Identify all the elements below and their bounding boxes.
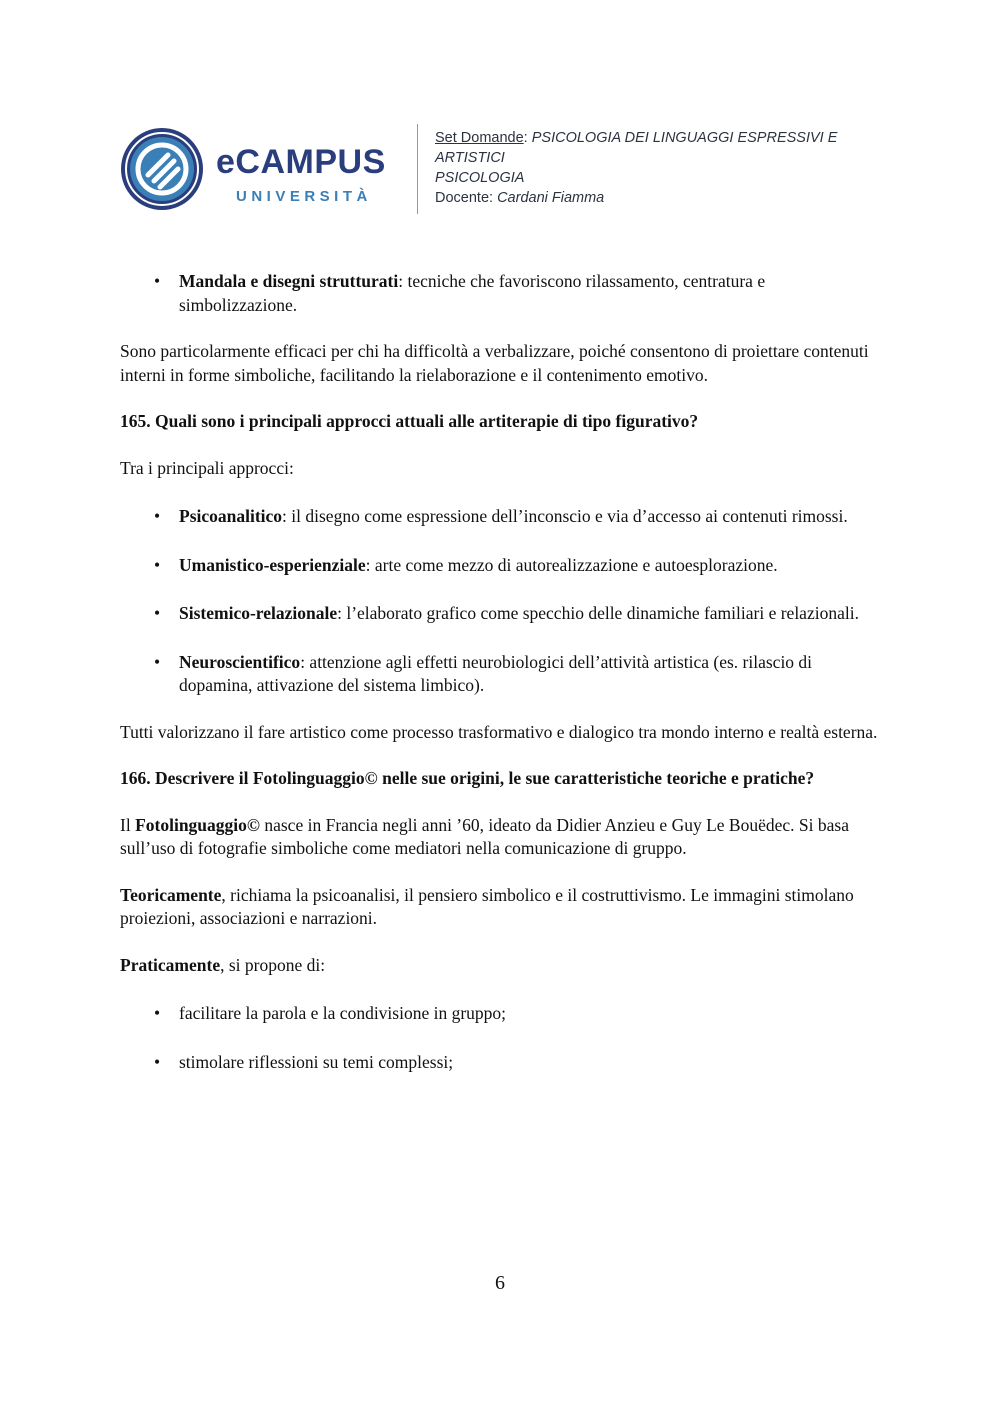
list-item: • stimolare riflessioni su temi complessi; [120,1051,885,1075]
docente-value: Cardani Fiamma [497,190,605,206]
ecampus-logo-icon [120,127,204,211]
text: nasce in Francia negli anni ’60, ideato da Didier Anzieu e Guy Le Bouëdec. Si basa sull’uso di fotografie simboliche come mediatori nella comunicazione di gruppo. [120,814,849,858]
paragraph: Sono particolarmente efficaci per chi ha difficoltà a verbalizzare, poiché consentono di proiettare contenuti interni in forme simboliche, facilitando la rielaborazione e il contenimento emotivo. [120,341,869,385]
list-item-term: Mandala e disegni strutturati [179,271,399,291]
list-item [120,602,885,626]
question-heading: 166. Descrivere il Fotolinguaggio© nelle sue origini, le sue caratteristiche teoriche e pratiche? [120,768,815,788]
list-item-term: Sistemico-relazionale [179,603,338,623]
list-item-term: Psicoanalitico [179,506,283,526]
set-domande-value: PSICOLOGIA DEI LINGUAGGI ESPRESSIVI E ARTISTICI [435,130,838,166]
course-info [435,128,885,208]
set-domande-colon: : [523,130,532,146]
term: Praticamente [120,954,221,975]
list-item [120,651,885,698]
list-item-text: : tecniche che favoriscono rilassamento, centratura e simbolizzazione. [179,271,766,315]
list-item-term: Neuroscientifico [179,651,301,672]
term: Teoricamente [120,884,222,905]
list-item [120,270,885,317]
list-item [120,505,885,529]
docente-line [435,188,885,208]
question-heading: 165. Quali sono i principali approcci attuali alle artiterapie di tipo figurativo? [120,411,699,431]
page-number: 6 [495,1272,505,1294]
header-divider [417,124,418,214]
text: Il [120,814,136,835]
paragraph [120,884,885,931]
text: , si propone di: [220,954,326,975]
list-item-text: : il disegno come espressione dell’inconscio e via d’accesso ai contenuti rimossi. [282,506,848,526]
docente-label: Docente: [435,190,498,206]
subject-line: PSICOLOGIA [435,170,525,186]
list-item-text: : attenzione agli effetti neurobiologici dell’attività artistica (es. rilascio di dopamina, attivazione del sistema limbico). [179,651,813,695]
paragraph: Tra i principali approcci: [120,457,294,478]
page-body [120,270,885,1074]
term: Fotolinguaggio© [135,814,260,835]
paragraph [120,954,885,978]
brand-logotype [216,144,436,214]
set-domande-line [435,128,885,168]
list-item-text: : arte come mezzo di autorealizzazione e autoesplorazione. [365,554,778,575]
set-domande-label: Set Domande [435,130,524,146]
brand-name: eCAMPUS [216,143,386,181]
brand-subtitle: UNIVERSITÀ [236,188,372,205]
paragraph: Tutti valorizzano il fare artistico come processo trasformativo e dialogico tra mondo interno e realtà esterna. [120,721,878,742]
list-item-term: Umanistico-esperienziale [179,554,366,575]
paragraph [120,814,885,861]
page-header [120,124,880,216]
text: , richiama la psicoanalisi, il pensiero simbolico e il costruttivismo. Le immagini stimolano proiezioni, associazioni e narrazioni. [120,884,854,928]
list-item: • facilitare la parola e la condivisione in gruppo; [120,1002,885,1026]
list-item [120,554,885,578]
list-item-text: : l’elaborato grafico come specchio delle dinamiche familiari e relazionali. [337,603,859,623]
